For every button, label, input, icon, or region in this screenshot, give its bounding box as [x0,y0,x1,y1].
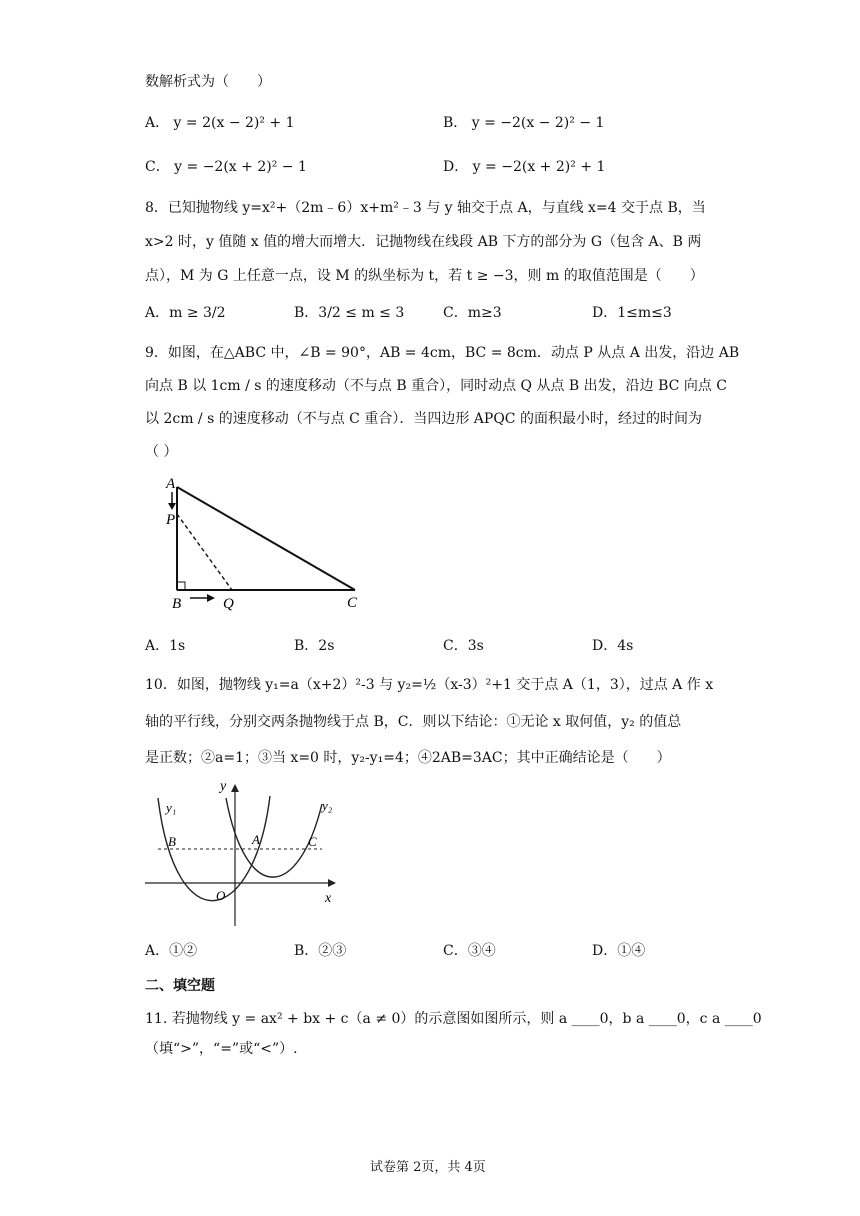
q10-line2: 轴的平行线，分别交两条抛物线于点 B，C．则以下结论：①无论 x 取何值，y₂ 的值总 [145,714,682,730]
q10-line1: 10．如图，抛物线 y₁=a（x+2）²-3 与 y₂=½（x-3）²+1 交于点 A（1，3），过点 A 作 x [145,677,714,693]
label-c: C [347,595,358,611]
q8-line1: 8．已知抛物线 y=x²+（2m﹣6）x+m²﹣3 与 y 轴交于点 A，与直线 x=4 交于点 B，当 [145,200,706,216]
q9-line4: （ ） [145,444,178,460]
label-a: A [166,476,176,492]
label-x: x [325,891,332,906]
q8-line3: 点），M 为 G 上任意一点，设 M 的纵坐标为 t，若 t ≥ −3，则 m 的取值范围是（ ） [145,268,704,284]
q7-option-c: C． y = −2(x + 2)² − 1 [145,159,307,175]
q9-line3: 以 2cm / s 的速度移动（不与点 C 重合）．当四边形 APQC 的面积最小时，经过的时间为 [145,411,702,427]
label-c: C [308,834,317,849]
arrowhead-down-icon [168,503,176,510]
q10-option-a: A．①② [145,943,198,959]
q8-line2: x>2 时，y 值随 x 值的增大而增大．记抛物线在线段 AB 下方的部分为 G（包含 A、B 两 [145,234,702,250]
label-y2: y₂ [322,798,333,813]
q10-option-d: D．①④ [592,943,646,959]
segment-pq [177,514,232,590]
x-axis-arrowhead-icon [328,879,336,887]
q9-option-c: C．3s [443,638,484,654]
q7-tail: 数解析式为（ ） [145,74,271,90]
q11-line2: （填“>”，“=”或“<”）. [145,1041,298,1057]
label-q: Q [223,596,234,612]
q8-option-d: D．1≤m≤3 [592,305,672,321]
q10-line3: 是正数；②a=1；③当 x=0 时，y₂-y₁=4；④2AB=3AC；其中正确结论是（ ） [145,750,671,766]
q7-option-d: D． y = −2(x + 2)² + 1 [443,159,606,175]
side-ac [177,487,355,590]
q10-option-b: B．②③ [294,943,347,959]
q9-line1: 9．如图，在△ABC 中，∠B = 90°，AB = 4cm，BC = 8cm．动点 P 从点 A 出发，沿边 AB [145,345,740,361]
q9-option-a: A．1s [145,638,186,654]
arrowhead-right-icon [207,594,215,602]
q9-line2: 向点 B 以 1cm / s 的速度移动（不与点 B 重合），同时动点 Q 从点 B 出发，沿边 BC 向点 C [145,378,727,394]
q10-option-c: C．③④ [443,943,496,959]
label-o: O [216,888,226,903]
y-axis-arrowhead-icon [231,784,239,792]
q7-option-a: A． y = 2(x − 2)² + 1 [145,115,295,131]
page-footer: 试卷第 2页，共 4页 [370,1160,486,1175]
q8-option-c: C．m≥3 [443,305,502,321]
q11-line1: 11. 若抛物线 y = ax² + bx + c（a ≠ 0）的示意图如图所示，则 a ____0，b a ____0，c a ____0 [145,1011,762,1027]
q9-option-b: B．2s [294,638,335,654]
label-p: P [166,512,176,528]
q9-triangle-figure [155,470,375,616]
label-b: B [168,834,176,849]
label-b: B [172,596,182,612]
label-a: A [252,832,260,847]
label-y1: y₁ [166,800,177,815]
q10-parabola-figure [140,776,345,928]
section-title-fill-in: 二、填空题 [145,978,215,994]
right-angle-mark [177,582,185,590]
q9-option-d: D．4s [592,638,634,654]
label-y: y [220,779,227,794]
q8-option-b: B．3/2 ≤ m ≤ 3 [294,305,405,321]
q8-option-a: A．m ≥ 3/2 [145,305,226,321]
q7-option-b: B． y = −2(x − 2)² − 1 [443,115,605,131]
